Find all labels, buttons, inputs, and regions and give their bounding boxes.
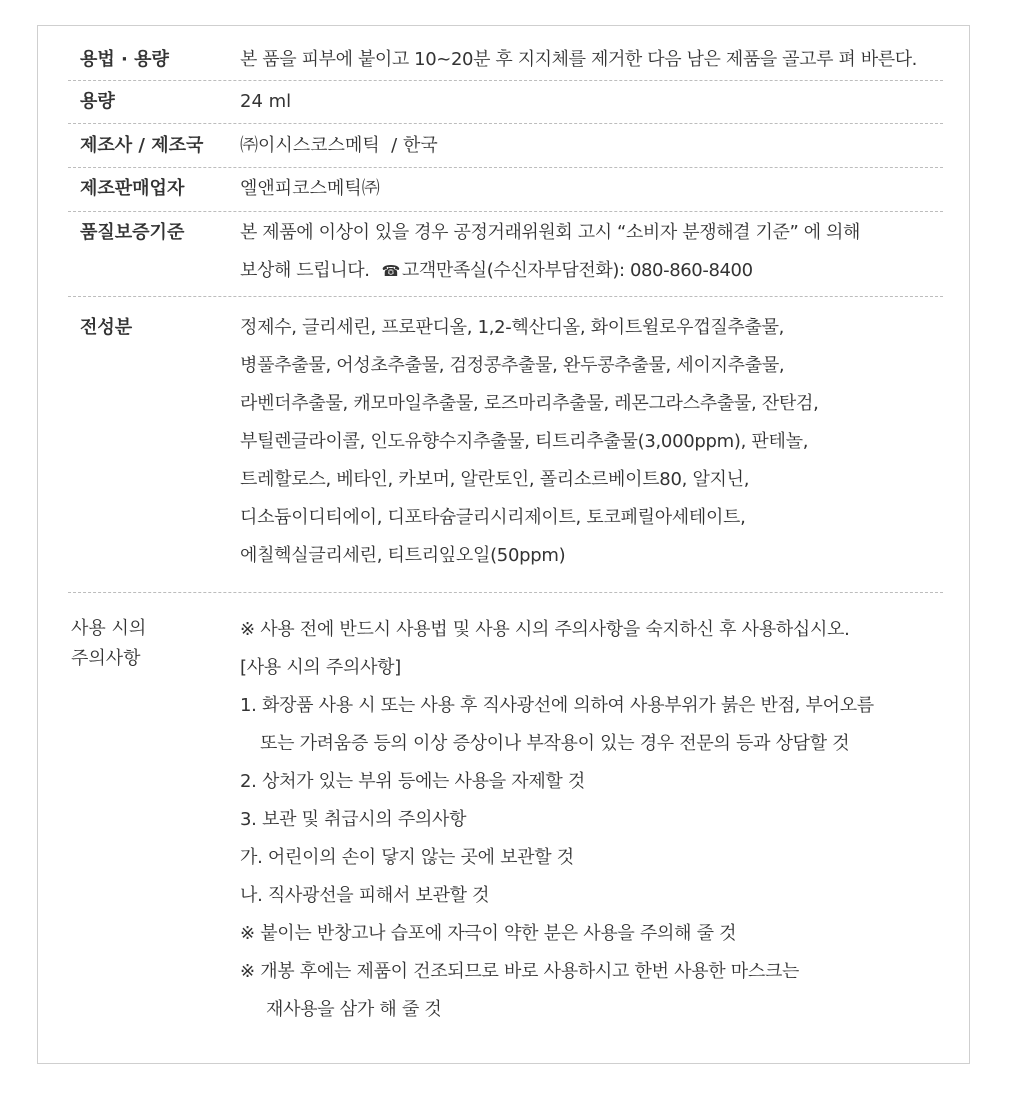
quality-value	[240, 214, 860, 290]
row-usage	[68, 40, 943, 81]
caution-label	[71, 614, 146, 674]
caution-line: 가. 어린이의 손이 닿지 않는 곳에 보관할 것	[240, 847, 574, 868]
volume-value: 24 ml	[240, 91, 292, 112]
caution-list	[240, 611, 874, 1029]
ingredients-line: 병풀추출물, 어성초추출물, 검정콩추출물, 완두콩추출물, 세이지추출물,	[240, 355, 785, 376]
telephone-icon: ☎	[381, 262, 400, 280]
customer-service-phone: 고객만족실(수신자부담전화): 080-860-8400	[401, 260, 753, 281]
row-volume	[68, 81, 943, 124]
ingredients-line: 에칠헥실글리세린, 티트리잎오일(50ppm)	[240, 545, 566, 566]
row-seller	[68, 168, 943, 212]
quality-label: 품질보증기준	[80, 222, 185, 243]
quality-line-1: 본 제품에 이상이 있을 경우 공정거래위원회 고시 “소비자 분쟁해결 기준” 에 의해	[240, 222, 861, 243]
caution-line: ※ 개봉 후에는 제품이 건조되므로 바로 사용하시고 한번 사용한 마스크는	[240, 961, 800, 982]
usage-label: 용법 · 용량	[80, 49, 169, 70]
caution-line: 또는 가려움증 등의 이상 증상이나 부작용이 있는 경우 전문의 등과 상담할 것	[260, 733, 850, 754]
caution-line: 재사용을 삼가 해 줄 것	[266, 999, 442, 1020]
caution-line: 나. 직사광선을 피해서 보관할 것	[240, 885, 490, 906]
caution-line: 3. 보관 및 취급시의 주의사항	[240, 809, 467, 830]
ingredients-line: 정제수, 글리세린, 프로판디올, 1,2-헥산디올, 화이트윌로우껍질추출물,	[240, 317, 785, 338]
seller-value: 엘앤피코스메틱㈜	[240, 178, 380, 199]
row-caution	[68, 593, 943, 1043]
quality-line-2	[240, 252, 860, 290]
manufacturer-label: 제조사 / 제조국	[80, 135, 204, 156]
ingredients-line: 디소듐이디티에이, 디포타슘글리시리제이트, 토코페릴아세테이트,	[240, 507, 746, 528]
ingredients-label: 전성분	[80, 317, 133, 338]
caution-label-line-1: 사용 시의	[71, 618, 147, 639]
caution-label-line-2: 주의사항	[71, 648, 141, 669]
quality-compensation-text: 보상해 드립니다.	[240, 260, 370, 281]
row-quality	[68, 212, 943, 297]
usage-value: 본 품을 피부에 붙이고 10~20분 후 지지체를 제거한 다음 남은 제품을 골고루 펴 바른다.	[240, 49, 918, 70]
caution-line: 1. 화장품 사용 시 또는 사용 후 직사광선에 의하여 사용부위가 붉은 반점, 부어오름	[240, 695, 874, 716]
seller-label: 제조판매업자	[80, 178, 185, 199]
volume-label: 용량	[80, 91, 115, 112]
caution-line: ※ 붙이는 반창고나 습포에 자극이 약한 분은 사용을 주의해 줄 것	[240, 923, 737, 944]
ingredients-list	[240, 309, 819, 575]
caution-line: 2. 상처가 있는 부위 등에는 사용을 자제할 것	[240, 771, 586, 792]
ingredients-line: 부틸렌글라이콜, 인도유향수지추출물, 티트리추출물(3,000ppm), 판테놀,	[240, 431, 809, 452]
ingredients-line: 트레할로스, 베타인, 카보머, 알란토인, 폴리소르베이트80, 알지닌,	[240, 469, 750, 490]
row-ingredients	[68, 297, 943, 593]
caution-line: ※ 사용 전에 반드시 사용법 및 사용 시의 주의사항을 숙지하신 후 사용하십시오.	[240, 619, 850, 640]
manufacturer-value: ㈜이시스코스메틱 / 한국	[240, 135, 438, 156]
caution-line: [사용 시의 주의사항]	[240, 657, 401, 678]
row-manufacturer	[68, 124, 943, 168]
ingredients-line: 라벤더추출물, 캐모마일추출물, 로즈마리추출물, 레몬그라스추출물, 잔탄검,	[240, 393, 819, 414]
